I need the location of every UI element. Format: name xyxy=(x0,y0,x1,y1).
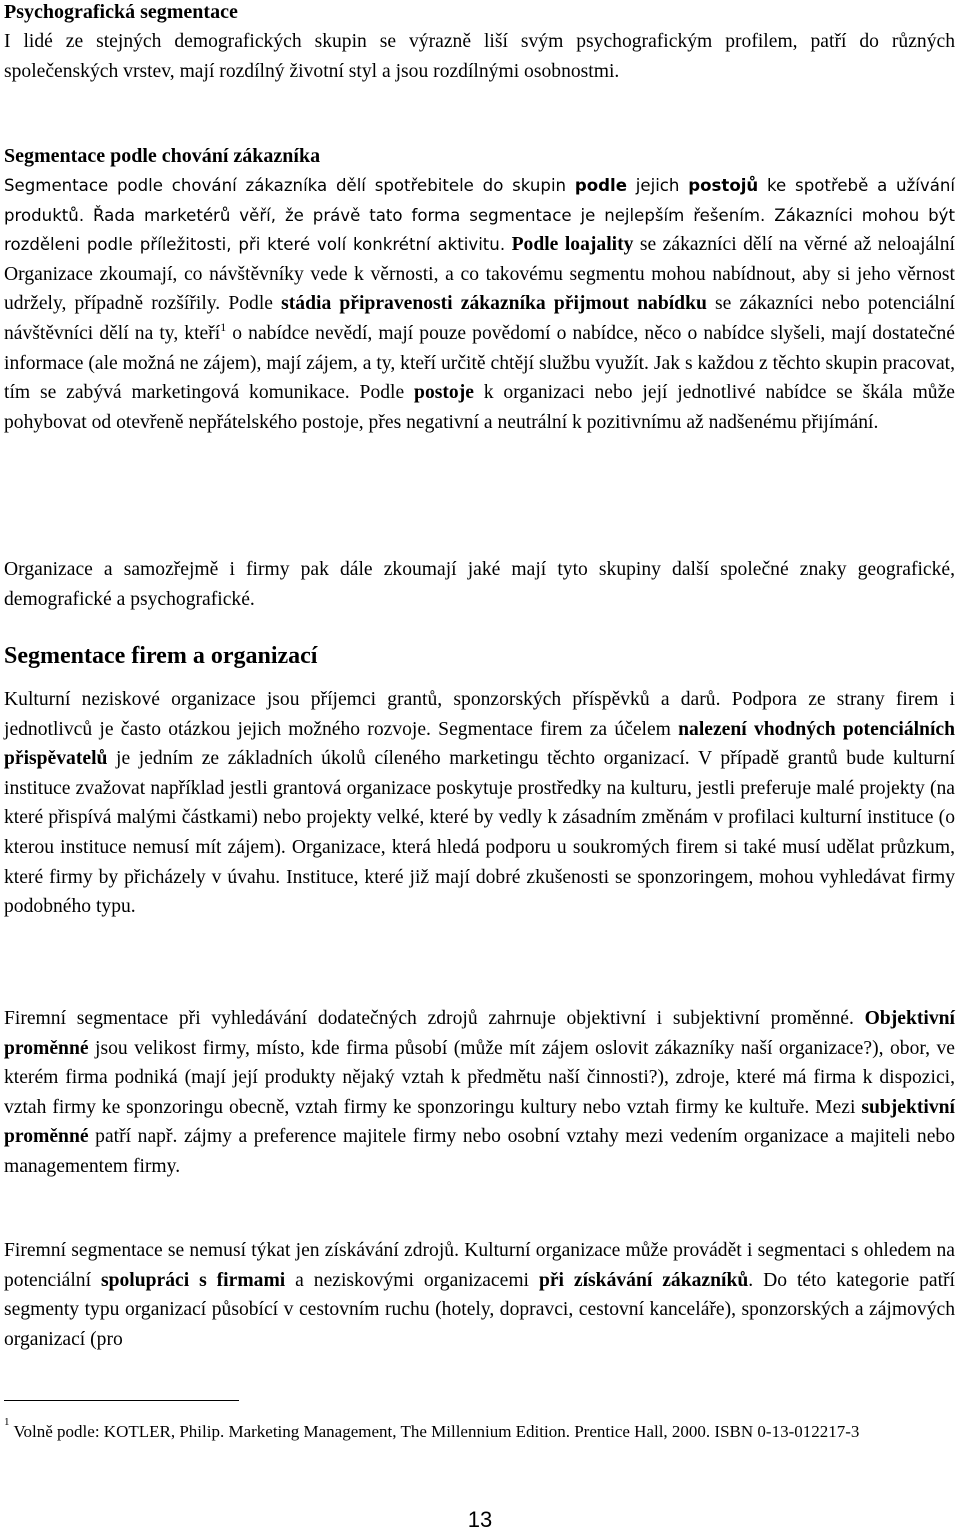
text-span: k organizaci nebo její jednotlivé nabídce se škála může pohybovat od otevřeně nepřátelského postoje, přes negativní a neutrální k pozitivnímu až nadšenému přijímání. xyxy=(4,382,955,433)
text-span: je jedním ze základních úkolů cíleného marketingu těchto organizací. V případě grantů bude kulturní instituce zvažovat například jestli grantová organizace poskytuje prostředky na kulturu, jestli preferuje malé projekty (na které přispívá malými částkami) nebo projekty velké, které by vedly k zásadním změnám v profilaci kulturní instituce (o kterou instituce nemusí mít zájem). Organizace, která hledá podporu u soukromých firem si také musí udělat průzkum, které firmy by přicházely v úvahu. Instituce, které již mají dobré zkušenosti se sponzoringem, mohou vyhledávat firmy podobného typu. xyxy=(4,748,955,918)
footnote xyxy=(4,1418,955,1446)
bold-text: stádia připravenosti zákazníka přijmout nabídku xyxy=(281,293,707,315)
text-span: patří např. zájmy a preference majitele firmy nebo osobní vztahy mezi vedením organizace a majiteli nebo managementem firmy. xyxy=(4,1126,955,1177)
paragraph-psychographic: I lidé ze stejných demografických skupin se výrazně liší svým psychografickým profilem, patří do různých společenských vrstev, mají rozdílný životní styl a jsou rozdílnými osobnostmi. xyxy=(4,31,955,82)
paragraph-behavior xyxy=(4,171,955,437)
bold-text: podle xyxy=(574,176,627,195)
text-span: Segmentace podle chování zákazníka dělí spotřebitele do skupin xyxy=(4,176,575,195)
paragraph-company-1 xyxy=(4,685,955,922)
footnote-reference: 1 xyxy=(220,319,227,334)
paragraph-company-3 xyxy=(4,1236,955,1354)
heading-company-segmentation: Segmentace firem a organizací xyxy=(4,643,318,669)
footnote-separator xyxy=(4,1400,239,1401)
text-span: . Do této kategorie patří segmenty typu organizací působící v cestovním ruchu (hotely, dopravci, cestovní kanceláře), sponzorských a zájmových organizací (pro xyxy=(4,1269,955,1350)
text-span: Kulturní neziskové organizace jsou příjemci grantů, sponzorských příspěvků a darů. Podpora ze strany firem i jednotlivců je často otázkou jejich možného rozvoje. Segmentace firem za účelem xyxy=(4,689,955,740)
text-span: a neziskovými organizacemi xyxy=(285,1269,539,1291)
bold-text: postoje xyxy=(414,382,474,404)
bold-text: Podle loajality xyxy=(511,234,634,256)
bold-text: nalezení vhodných potenciálních přispěvatelů xyxy=(4,718,955,770)
text-span: jsou velikost firmy, místo, kde firma působí (může mít zájem oslovit zákazníky naší organizace?), obor, ve kterém firma podniká (mají její produkty nějaký vztah k předmětu naší činnosti?), zdroje, které má firma k dispozici, vztah firmy ke sponzoringu obecně, vztah firmy ke sponzoringu kultury nebo vztah firmy ke kultuře. Mezi xyxy=(4,1037,955,1118)
text-span: o nabídce nevědí, mají pouze povědomí o nabídce, něco o nabídce slyšeli, mají dostatečné informace (ale možná ne zájem), mají zájem, a ty, kteří určitě chtějí službu využít. Jak s každou z těchto skupin pracovat, tím se zabývá marketingová komunikace. Podle xyxy=(4,322,955,404)
bold-text: postojů xyxy=(688,176,759,195)
text-span: Podle xyxy=(220,293,282,315)
text-span: Firemní segmentace se nemusí týkat jen získávání zdrojů. Kulturní organizace může provádět i segmentaci s ohledem na potenciální xyxy=(4,1240,955,1291)
paragraph-other-characteristics: Organizace a samozřejmě i firmy pak dále zkoumají jaké mají tyto skupiny další společné znaky geografické, demografické a psychografické. xyxy=(4,559,955,610)
text-span: se zákazníci dělí na věrné až neloajální Organizace zkoumají, co návštěvníky vede k věrnosti, a co takovému segmentu mohou nabídnout, aby si jeho věrnost udržely, případně rozšířily. xyxy=(4,234,955,315)
bold-text: při získávání zákazníků xyxy=(538,1269,749,1291)
paragraph-company-2 xyxy=(4,1004,955,1182)
heading-behavior-segmentation: Segmentace podle chování zákazníka xyxy=(4,145,321,167)
text-span: ke spotřebě a užívání produktů. Řada marketérů věří, že právě tato forma segmentace je nejlepším řešením. Zákazníci mohou být rozděleni podle příležitosti, při které volí konkrétní aktivitu. xyxy=(4,176,955,255)
text-span: se zákazníci nebo potenciální návštěvníci dělí na ty, kteří xyxy=(4,293,955,344)
text-span: jejich xyxy=(626,176,689,195)
footnote-text: Volně podle: KOTLER, Philip. Marketing Management, The Millennium Edition. Prentice Hall, 2000. ISBN 0-13-012217-3 xyxy=(9,1422,860,1441)
page-number: 13 xyxy=(467,1507,493,1532)
footnote-number: 1 xyxy=(4,1416,10,1428)
heading-psychographic-segmentation: Psychografická segmentace xyxy=(4,1,238,23)
bold-text: subjektivní proměnné xyxy=(4,1096,955,1148)
bold-text: spolupráci s firmami xyxy=(100,1269,286,1291)
text-span: Firemní segmentace při vyhledávání dodatečných zdrojů zahrnuje objektivní i subjektivní proměnné. xyxy=(4,1008,865,1029)
bold-text: Objektivní proměnné xyxy=(4,1008,955,1059)
